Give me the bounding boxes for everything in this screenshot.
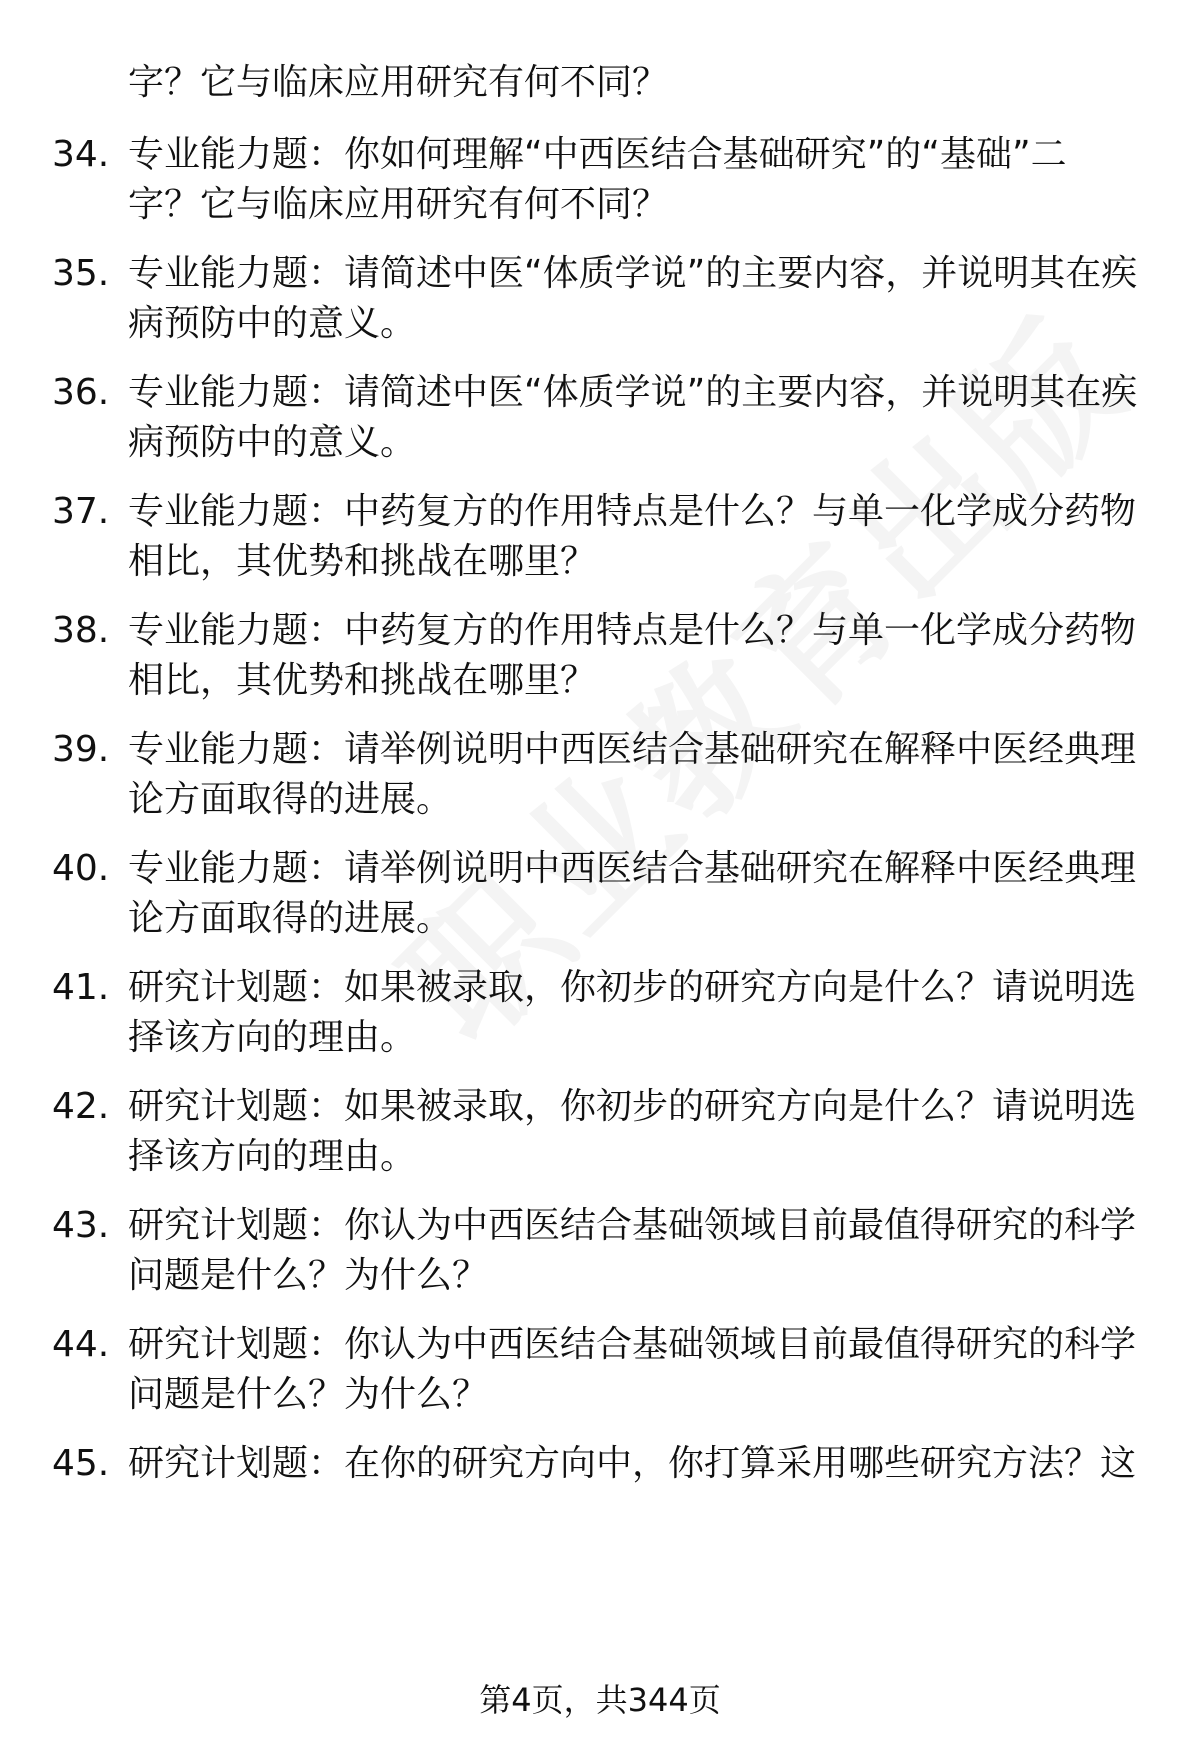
page-footer: 第4页，共344页 xyxy=(479,1681,721,1719)
question-text: 专业能力题：中药复方的作用特点是什么？与单一化学成分药物相比，其优势和挑战在哪里？ xyxy=(128,610,1137,701)
question-number: 43. xyxy=(52,1205,110,1246)
question-number: 40. xyxy=(52,848,110,889)
question-number: 35. xyxy=(52,253,110,294)
question-number: 44. xyxy=(52,1324,110,1365)
question-number: 36. xyxy=(52,372,110,413)
question-text: 专业能力题：请举例说明中西医结合基础研究在解释中医经典理论方面取得的进展。 xyxy=(128,729,1137,820)
question-text: 专业能力题：请简述中医“体质学说”的主要内容，并说明其在疾病预防中的意义。 xyxy=(128,253,1138,344)
question-text: 研究计划题：你认为中西医结合基础领域目前最值得研究的科学问题是什么？为什么？ xyxy=(128,1205,1137,1296)
question-number: 45. xyxy=(52,1443,110,1484)
question-text: 专业能力题：请举例说明中西医结合基础研究在解释中医经典理论方面取得的进展。 xyxy=(128,848,1137,939)
question-text: 研究计划题：在你的研究方向中，你打算采用哪些研究方法？这 xyxy=(128,1443,1137,1484)
question-text: 研究计划题：如果被录取，你初步的研究方向是什么？请说明选择该方向的理由。 xyxy=(128,1086,1137,1177)
question-number: 42. xyxy=(52,1086,110,1127)
question-number: 34. xyxy=(52,134,110,175)
question-text: 研究计划题：你认为中西医结合基础领域目前最值得研究的科学问题是什么？为什么？ xyxy=(128,1324,1137,1415)
question-text: 专业能力题：你如何理解“中西医结合基础研究”的“基础”二字？它与临床应用研究有何不同？ xyxy=(128,134,1067,225)
question-number: 39. xyxy=(52,729,110,770)
question-number: 41. xyxy=(52,967,110,1008)
question-text: 专业能力题：中药复方的作用特点是什么？与单一化学成分药物相比，其优势和挑战在哪里？ xyxy=(128,491,1137,582)
question-text: 专业能力题：请简述中医“体质学说”的主要内容，并说明其在疾病预防中的意义。 xyxy=(128,372,1138,463)
question-number: 37. xyxy=(52,491,110,532)
continuation-text: 字？它与临床应用研究有何不同？ xyxy=(128,62,669,103)
question-number: 38. xyxy=(52,610,110,651)
question-text: 研究计划题：如果被录取，你初步的研究方向是什么？请说明选择该方向的理由。 xyxy=(128,967,1137,1058)
